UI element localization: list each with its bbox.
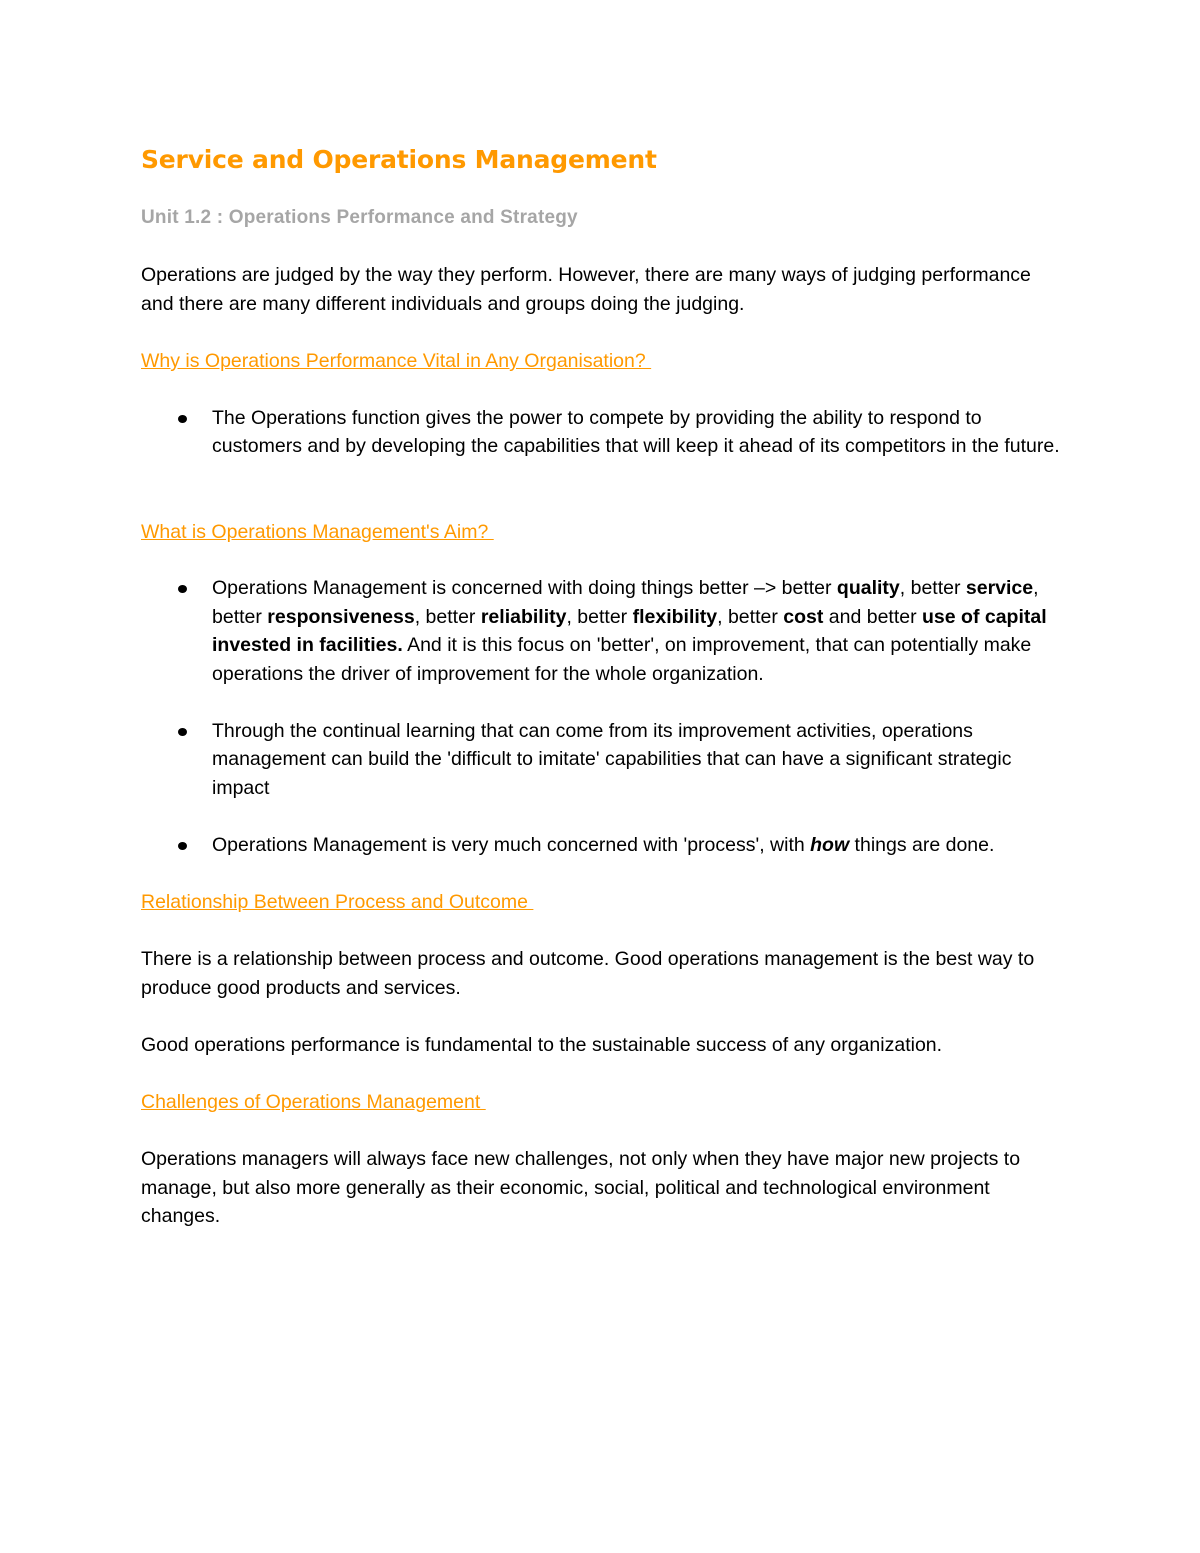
list-item-text: Operations Management is very much concerned with 'process', with <box>212 833 811 856</box>
bold-italic-term-how: how <box>810 833 850 856</box>
document-subtitle: Unit 1.2 : Operations Performance and Strategy <box>141 207 578 228</box>
paragraph: Good operations performance is fundamental to the sustainable success of any organization. <box>141 1033 943 1056</box>
intro-paragraph: Operations are judged by the way they perform. However, there are many ways of judging performance and there are many different individuals and groups doing the judging. <box>141 264 1031 315</box>
bold-term-service: service <box>965 577 1034 599</box>
list-item-text: , better <box>566 605 633 628</box>
bold-term-flexibility: flexibility <box>632 605 718 628</box>
list-item-text: things are done. <box>849 833 995 856</box>
bold-term-quality: quality <box>836 577 900 599</box>
list-item <box>141 831 1061 860</box>
paragraph: Operations managers will always face new challenges, not only when they have major new projects to manage, but also more generally as their economic, social, political and technological environment changes. <box>141 1148 1021 1227</box>
section-heading-challenges[interactable]: Challenges of Operations Management <box>141 1091 486 1113</box>
document-page <box>141 140 1061 1231</box>
document-title: Service and Operations Management <box>141 145 657 174</box>
list-item-text: Through the continual learning that can come from its improvement activities, operations management can build the 'difficult to imitate' capabilities that can have a significant strategic impact <box>212 719 1012 799</box>
bullet-dot-icon <box>178 728 187 736</box>
bullet-dot-icon <box>178 842 187 850</box>
section-heading-process-outcome[interactable]: Relationship Between Process and Outcome <box>141 891 534 913</box>
bullet-dot-icon <box>178 585 187 593</box>
list-item-text: , better <box>414 605 481 628</box>
section-heading-why-performance-vital[interactable]: Why is Operations Performance Vital in Any Organisation? <box>141 350 652 372</box>
bold-term-responsiveness: responsiveness <box>267 605 415 628</box>
list-item-text: And it is this focus on 'better', on improvement, that can potentially make operations the driver of improvement for the whole organization. <box>212 634 1032 685</box>
list-item <box>141 717 1061 803</box>
bold-term-cost: cost <box>783 605 824 628</box>
bullet-dot-icon <box>178 415 187 423</box>
bold-term-reliability: reliability <box>480 605 567 628</box>
list-item <box>141 574 1061 688</box>
list-item-text: , better <box>212 577 1039 628</box>
section-heading-operations-aim[interactable]: What is Operations Management's Aim? <box>141 520 494 543</box>
bold-term-capital: use of capital invested in facilities. <box>212 605 1047 656</box>
list-item-text: and better <box>823 605 923 628</box>
bullet-list-aim <box>141 574 1061 859</box>
list-item <box>141 404 1061 461</box>
list-item-text: The Operations function gives the power to compete by providing the ability to respond to customers and by developing the capabilities that will keep it ahead of its competitors in the future. <box>212 406 1060 457</box>
list-item-text: , better <box>899 577 966 599</box>
bullet-list-performance <box>141 404 1061 461</box>
list-item-text: , better <box>717 605 784 628</box>
list-item-text: Operations Management is concerned with doing things better –> better <box>212 577 837 599</box>
paragraph: There is a relationship between process and outcome. Good operations management is the best way to produce good products and services. <box>141 948 1035 999</box>
